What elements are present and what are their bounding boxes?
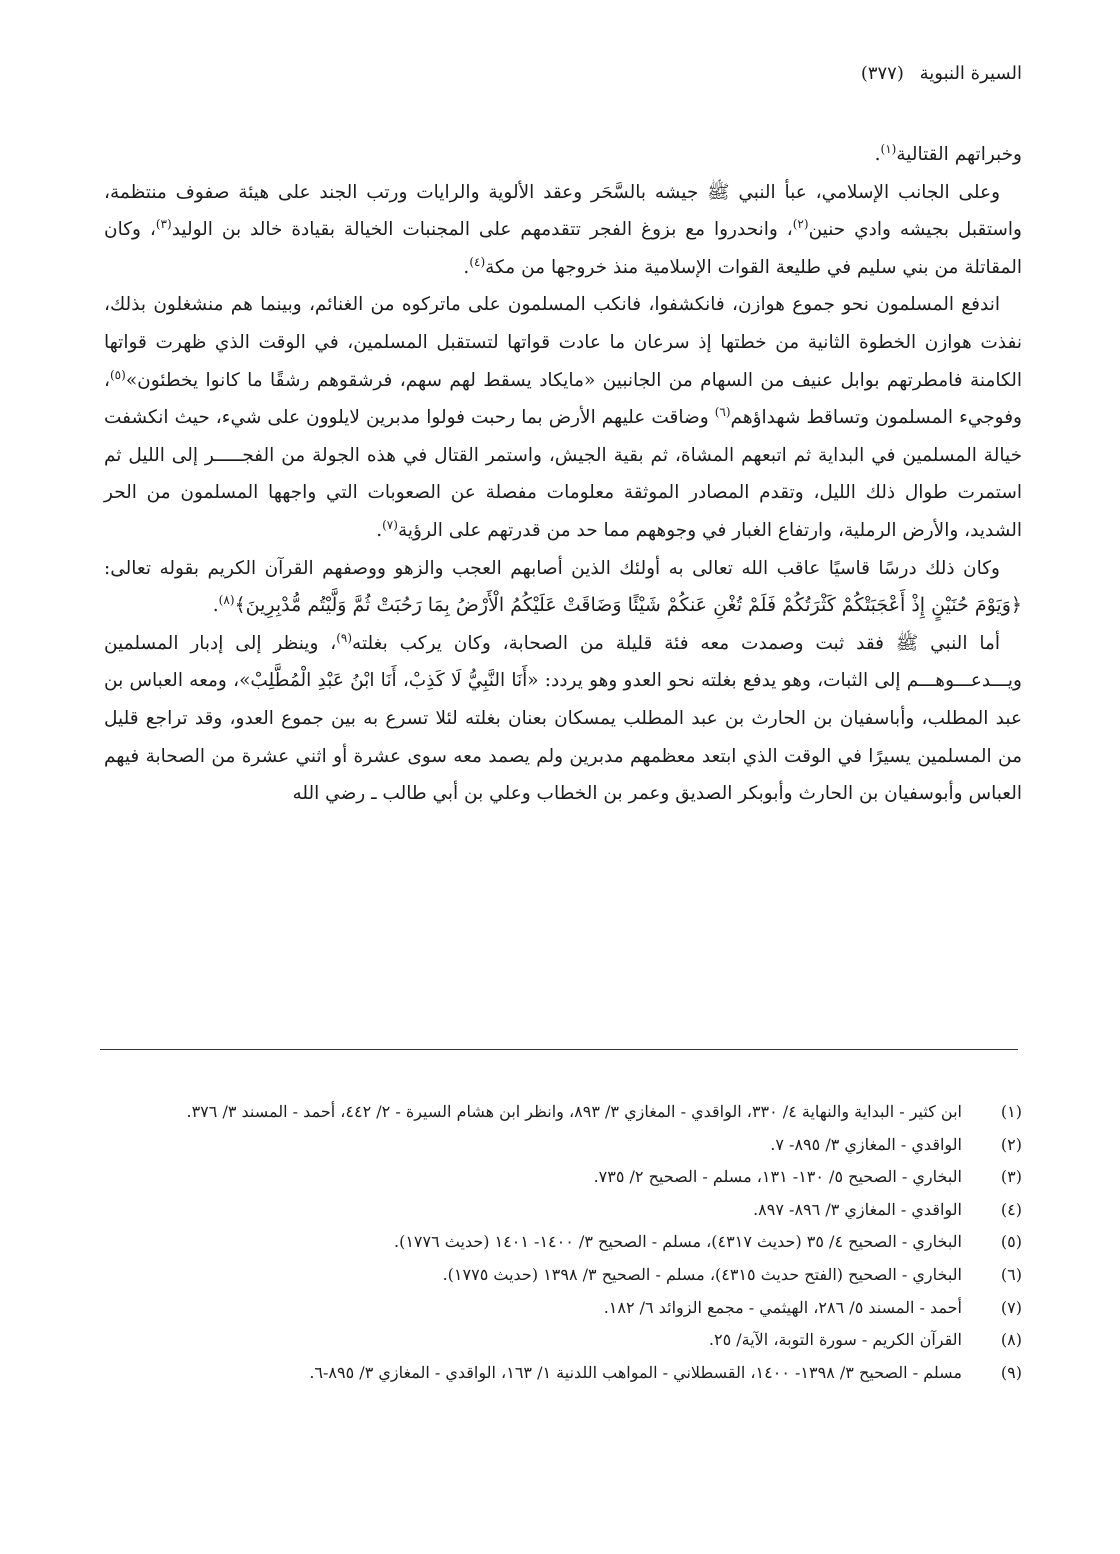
footnote-item: [104, 1129, 1022, 1162]
footnote-reference[interactable]: (٦): [714, 405, 731, 419]
footnote-reference[interactable]: (١): [880, 141, 897, 156]
footnote-text: مسلم - الصحيح ٣/ ١٣٩٨- ١٤٠٠، القسطلاني - المواهب اللدنية ١/ ١٦٣، الواقدي - المغازي ٣/ ٨٩٥-٦.: [309, 1362, 962, 1382]
paragraph-text: وكان ذلك درسًا قاسيًا عاقب الله تعالى به أولئك الذين أصابهم العجب والزهو ووصفهم القرآن الكريم بقوله تعالى:: [104, 557, 1000, 579]
footnote-number: (٩): [1000, 1362, 1022, 1382]
paragraph-text: .: [463, 256, 470, 278]
paragraph-text: ، ومعه العباس بن عبد المطلب، وأباسفيان بن الحارث بن عبد المطلب يمسكان بعنان بغلته لئلا تسرع به بين جموع العدو، وقد تراجع قليل من المسلمين يسيرًا في الوقت الذي ابتعد معظمهم مدبرين ولم يصمد معه سوى عشرة أو اثني عشرة من الصحابة فيهم العباس وأبوسفيان بن الحارث وأبوبكر الصديق وعمر بن الخطاب وعلي بن أبي طالب ـ رضي الله: [104, 670, 1022, 805]
footnote-text: البخاري - الصحيح ٤/ ٣٥ (حديث ٤٣١٧)، مسلم - الصحيح ٣/ ١٤٠٠- ١٤٠١ (حديث ١٧٧٦).: [394, 1232, 962, 1252]
paragraph-text: اندفع المسلمون نحو جموع هوازن، فانكشفوا، فانكب المسلمون على ماتركوه من الغنائم، وبينما هم منشغلون بذلك، نفذت هوازن الخطوة الثانية من خطتها إذ سرعان ما عادت قواتها لتستقبل المسلمين، في الوقت الذي ظهرت قواتها الكامنة فامطرتهم بوابل عنيف من السهام من الجانبين «مايكاد يسقط لهم سهم، فرشقوهم رشقًا ما كانوا يخطئون»: [104, 294, 1022, 391]
hadith-quote: «أَنَا النَّبِيُّ لَا كَذِبْ، أَنَا ابْنُ عَبْدِ الْمُطَّلِبْ»: [239, 670, 539, 692]
paragraph-text: ، وينظر إلى إدبار المسلمين ويـــدعـــوهـــم إلى الثبات، وهو يدفع بغلته نحو العدو وهو يردد:: [104, 632, 1022, 692]
footnote-number: (٦): [1000, 1264, 1022, 1284]
footnote-reference[interactable]: (٧): [382, 517, 398, 532]
paragraph: [104, 625, 1022, 813]
footnote-number: (١): [1000, 1102, 1022, 1121]
footnote-reference[interactable]: (٤): [469, 254, 486, 269]
footnote-text: ابن كثير - البداية والنهاية ٤/ ٣٣٠، الواقدي - المغازي ٣/ ٨٩٣، وانظر ابن هشام السيرة - ٢/ ٤٤٢، أحمد - المسند ٣/ ٣٧٦.: [186, 1102, 962, 1121]
footnote-item: [104, 1324, 1022, 1357]
footnote-number: (٤): [1000, 1199, 1022, 1219]
paragraph: [104, 174, 1022, 287]
footnote-number: (٢): [1000, 1134, 1022, 1154]
paragraph-text: ، وانحدروا مع بزوغ الفجر تتقدمهم على المجنبات الخيالة بقيادة خالد بن الوليد: [171, 219, 793, 241]
paragraph: [104, 136, 1022, 174]
footnote-text: الواقدي - المغازي ٣/ ٨٩٦- ٨٩٧.: [753, 1199, 962, 1219]
footnote-reference[interactable]: (٣): [155, 217, 172, 232]
book-title: السيرة النبوية: [919, 63, 1022, 84]
paragraph-text: أما النبي ﷺ فقد ثبت وصمدت معه فئة قليلة من الصحابة، وكان يركب بغلته: [352, 632, 1001, 654]
footnote-item: [104, 1194, 1022, 1227]
paragraph-text: .: [376, 519, 383, 541]
paragraph-text: وعلى الجانب الإسلامي، عبأ النبي ﷺ جيشه بالسَّحَر وعقد الألوية والرايات ورتب الجند على هيئة صفوف منتظمة، واستقبل بجيشه وادي حنين: [104, 181, 1022, 241]
paragraph-text: ، وفوجيء المسلمون وتساقط شهداؤهم: [104, 369, 1022, 429]
footnote-text: القرآن الكريم - سورة التوبة، الآية/ ٢٥.: [708, 1330, 962, 1350]
footnote-reference[interactable]: (٨): [218, 592, 235, 607]
footnotes-list: [104, 1096, 1022, 1389]
footnote-reference[interactable]: (٥): [109, 367, 126, 382]
footnote-item: [104, 1161, 1022, 1194]
main-text: [104, 136, 1022, 813]
footnote-number: (٨): [1000, 1330, 1022, 1350]
footnote-text: الواقدي - المغازي ٣/ ٨٩٥- ٧.: [770, 1134, 962, 1154]
running-header: [861, 60, 1022, 88]
footnote-item: [104, 1226, 1022, 1259]
footnote-number: (٣): [1000, 1167, 1022, 1187]
footnote-item: [104, 1259, 1022, 1292]
footnote-text: أحمد - المسند ٥/ ٢٨٦، الهيثمي - مجمع الزوائد ٦/ ١٨٢.: [603, 1297, 962, 1317]
quran-verse: ﴿وَيَوْمَ حُنَيْنٍ إِذْ أَعْجَبَتْكُمْ كَثْرَتُكُمْ فَلَمْ تُغْنِ عَنكُمْ شَيْئًا وَضَاقَتْ عَلَيْكُمُ الْأَرْضُ بِمَا رَحُبَتْ ثُمَّ وَلَّيْتُم مُّدْبِرِينَ﴾: [234, 594, 1022, 617]
footnote-item: [104, 1096, 1022, 1129]
paragraph-text: وخبراتهم القتالية: [896, 144, 1022, 165]
footnote-divider: [100, 1049, 1018, 1050]
footnote-item: [104, 1292, 1022, 1325]
paragraph-text: وضاقت عليهم الأرض بما رحبت فولوا مدبرين لايلوون على شيء، حيث انكشفت خيالة المسلمين في البداية ثم اتبعهم المشاة، ثم بقية الجيش، واستمر القتال في هذه الجولة من الفجـــــر إلى الليل ثم استمرت طوال ذلك الليل، وتقدم المصادر الموثقة معلومات مفصلة عن الصعوبات التي واجهها المسلمون من الحر الشديد، والأرض الرملية، وارتفاع الغبار في وجوههم مما حد من قدرتهم على الرؤية: [104, 407, 1022, 541]
footnote-reference[interactable]: (٩): [336, 630, 353, 645]
footnote-number: (٧): [1000, 1297, 1022, 1317]
paragraph-text: ، وكان المقاتلة من بني سليم في طليعة القوات الإسلامية منذ خروجها من مكة: [104, 219, 1022, 278]
paragraph-text: .: [874, 144, 881, 165]
paragraph: [104, 286, 1022, 549]
paragraph-text: .: [212, 595, 219, 617]
footnote-text: البخاري - الصحيح ٥/ ١٣٠- ١٣١، مسلم - الصحيح ٢/ ٧٣٥.: [593, 1167, 962, 1187]
footnote-reference[interactable]: (٢): [792, 217, 809, 232]
footnote-text: البخاري - الصحيح (الفتح حديث ٤٣١٥)، مسلم - الصحيح ٣/ ١٣٩٨ (حديث ١٧٧٥).: [442, 1264, 962, 1284]
footnote-item: [104, 1357, 1022, 1390]
footnote-number: (٥): [1000, 1232, 1022, 1252]
paragraph: [104, 550, 1022, 625]
page-number: (٣٧٧): [860, 63, 904, 84]
